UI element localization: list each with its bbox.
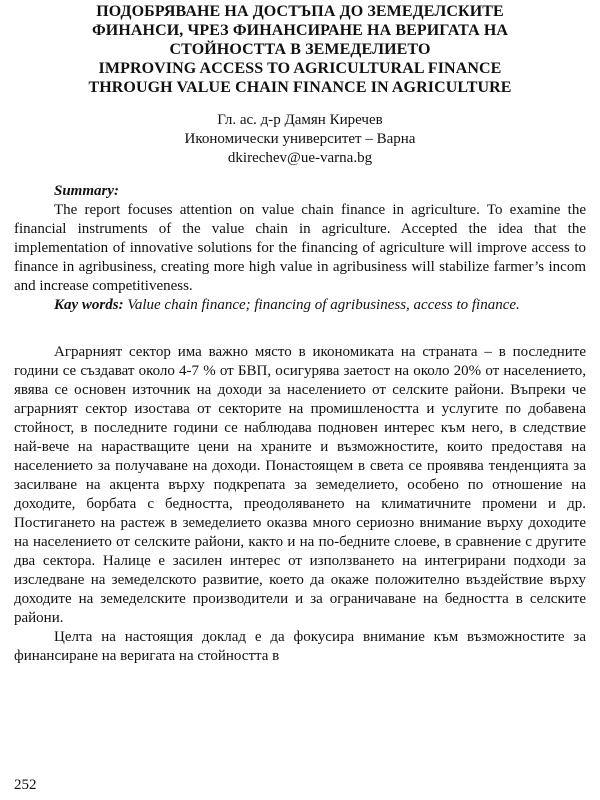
keywords-label: Kay words: <box>54 297 124 313</box>
body-paragraph: Целта на настоящия доклад е да фокусира внимание към възможностите за финансиране на веригата на стойността в <box>14 629 586 664</box>
keywords-text: Value chain finance; financing of agribusiness, access to finance. <box>127 297 520 313</box>
title-line: ФИНАНСИ, ЧРЕЗ ФИНАНСИРАНЕ НА ВЕРИГАТА НА <box>91 22 509 39</box>
body-paragraph: Аграрният сектор има важно място в икономиката на страната – в последните години се създават около 4-7 % от БВП, осигурява заетост на около 20% от населението, явява се основен източник на доходи за населението от селските райони. Въпреки че аграрният сектор изостава от секторите на промишлеността и услугите по добавена стойност, в последните години се наблюдава подновен интерес към него, в следствие най-вече на нарастващите цени на храните и възможностите, които предоставя на населението за получаване на доходи. Понастоящем в света се проявява тенденцията за засилване на акцента върху подкрепата за земеделието, особено по отношение на доходите, борбата с бедността, преодоляването на климатичните промени и др. Постигането на растеж в земеделието оказва много сериозно внимание върху доходите на населението от селските райони, както и на по-бедните слоеве, в сравнение с другите два сектора. Налице е засилен интерес от използването на интегрирани подходи за изследване на земеделското развитие, което да окаже положително въздействие върху доходите на земеделските производители и за ограничаване на бедността в селските райони. <box>14 344 586 626</box>
summary-section <box>14 182 586 315</box>
author-block <box>14 111 586 168</box>
title-line: ПОДОБРЯВАНЕ НА ДОСТЪПА ДО ЗЕМЕДЕЛСКИТЕ <box>96 3 504 20</box>
paper-title <box>14 2 586 97</box>
summary-text: The report focuses attention on value chain finance in agriculture. To examine the financial instruments of the value chain in agriculture. Accepted the idea that the implementation of innovative solutions for the financing of agriculture will improve access to finance in agribusiness, creating more high value in agribusiness will stabilize farmer’s incom and increase competitiveness. <box>14 202 586 294</box>
title-line: THROUGH VALUE CHAIN FINANCE IN AGRICULTURE <box>88 79 512 96</box>
author-affiliation: Икономически университет – Варна <box>184 131 416 147</box>
author-name: Гл. ас. д-р Дамян Киречев <box>217 112 383 128</box>
keywords <box>14 296 586 315</box>
author-email: dkirechev@ue-varna.bg <box>227 150 373 166</box>
title-line: СТОЙНОСТТА В ЗЕМЕДЕЛИЕТО <box>169 41 431 58</box>
page-number: 252 <box>14 777 37 793</box>
summary-heading: Summary: <box>54 183 120 199</box>
title-line: IMPROVING ACCESS TO AGRICULTURAL FINANCE <box>98 60 502 77</box>
